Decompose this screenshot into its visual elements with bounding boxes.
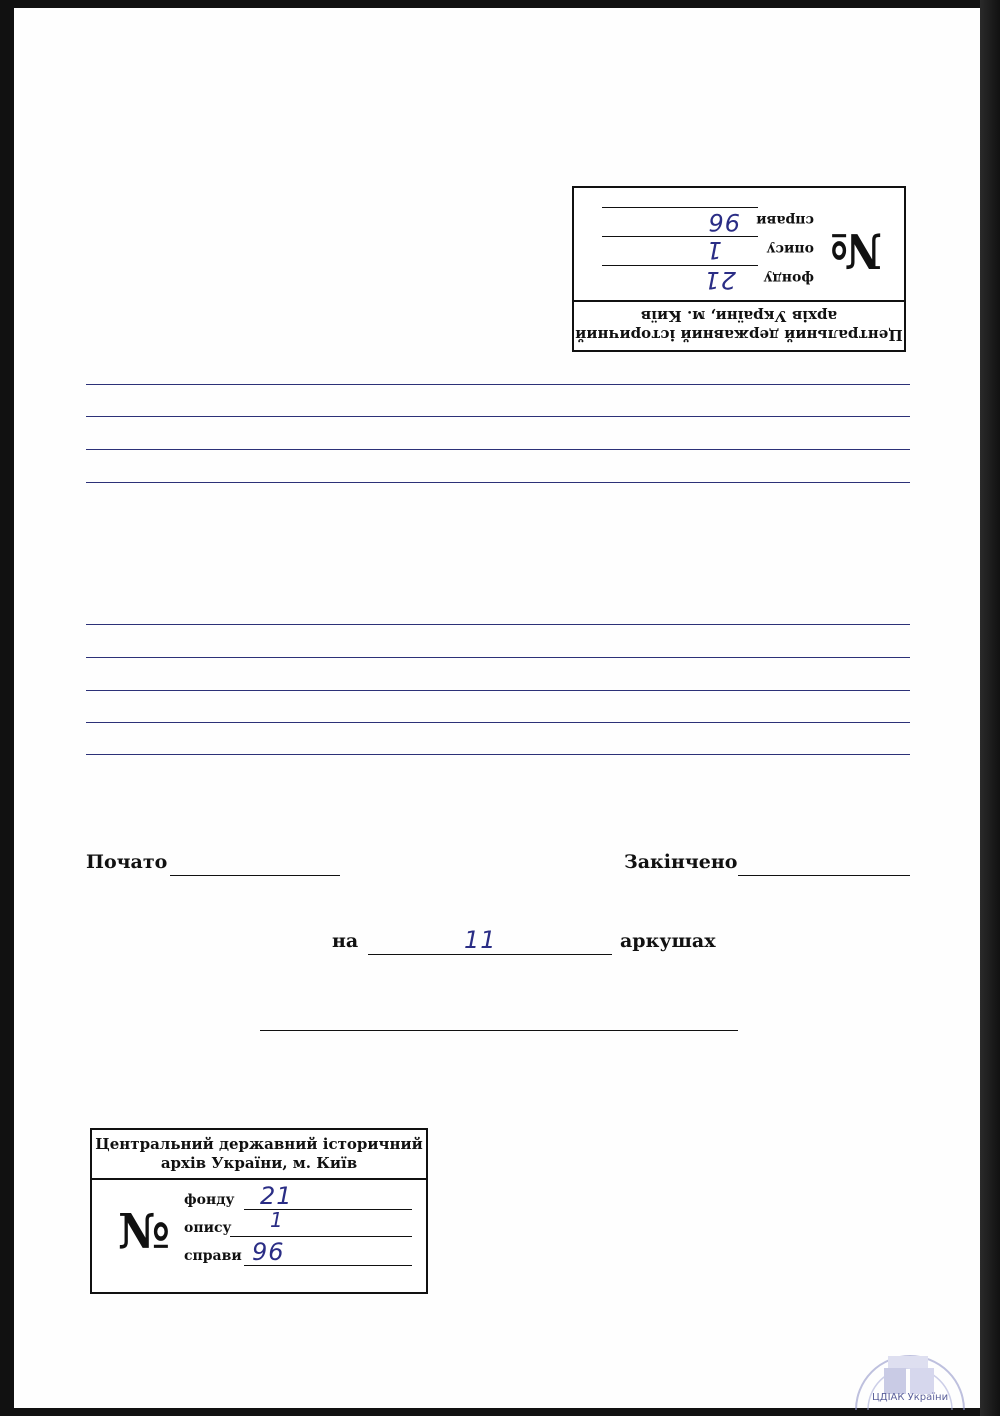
content-rule-4 bbox=[86, 722, 910, 723]
title-rule-2 bbox=[86, 416, 910, 417]
on-label: на bbox=[332, 930, 359, 952]
archive-name-line1: Центральний державний історичний bbox=[95, 1135, 423, 1153]
archive-name-line2: архів України, м. Київ bbox=[160, 1154, 358, 1172]
archive-name-line1: Центральний державний історичний bbox=[575, 326, 903, 344]
opys-label: опису bbox=[184, 1220, 232, 1236]
opys-value: 1 bbox=[270, 1208, 284, 1232]
title-rule-4 bbox=[86, 482, 910, 483]
box-divider bbox=[92, 1178, 426, 1180]
sprava-label: справи bbox=[756, 212, 814, 228]
archive-box-top bbox=[572, 186, 906, 352]
finished-label: Закінчено bbox=[624, 851, 738, 873]
title-rule-3 bbox=[86, 449, 910, 450]
scan-edge bbox=[980, 0, 1000, 1416]
archive-name-bottom bbox=[92, 1135, 426, 1173]
started-label: Почато bbox=[86, 851, 168, 873]
content-rule-3 bbox=[86, 690, 910, 691]
archive-name-top bbox=[574, 306, 904, 344]
finished-line bbox=[738, 875, 910, 876]
watermark-caption: ЦДІАК України bbox=[872, 1392, 949, 1403]
sprava-label: справи bbox=[184, 1248, 242, 1264]
archive-box-bottom bbox=[90, 1128, 428, 1294]
number-sign: № bbox=[829, 222, 882, 278]
sprava-value: 96 bbox=[252, 1238, 285, 1266]
content-rule-5 bbox=[86, 754, 910, 755]
started-line bbox=[170, 875, 340, 876]
sheets-label: аркушах bbox=[620, 930, 716, 952]
box-divider bbox=[574, 300, 904, 302]
sheets-line bbox=[368, 954, 612, 955]
opys-line bbox=[602, 236, 758, 237]
sheets-value: 11 bbox=[464, 926, 497, 954]
opys-line bbox=[230, 1236, 412, 1237]
fond-value: 21 bbox=[260, 1182, 293, 1210]
opys-label: опису bbox=[766, 241, 814, 257]
fond-label: фонду bbox=[184, 1192, 235, 1208]
fond-value: 21 bbox=[703, 266, 736, 294]
archive-file-cover bbox=[14, 8, 980, 1408]
number-sign: № bbox=[118, 1204, 171, 1260]
title-rule-1 bbox=[86, 384, 910, 385]
archive-name-line2: архів України, м. Київ bbox=[640, 307, 838, 325]
signature-line bbox=[260, 1030, 738, 1031]
opys-value: 1 bbox=[705, 236, 722, 264]
content-rule-1 bbox=[86, 624, 910, 625]
content-rule-2 bbox=[86, 657, 910, 658]
sprava-value: 96 bbox=[707, 208, 740, 236]
fond-label: фонду bbox=[763, 270, 814, 286]
